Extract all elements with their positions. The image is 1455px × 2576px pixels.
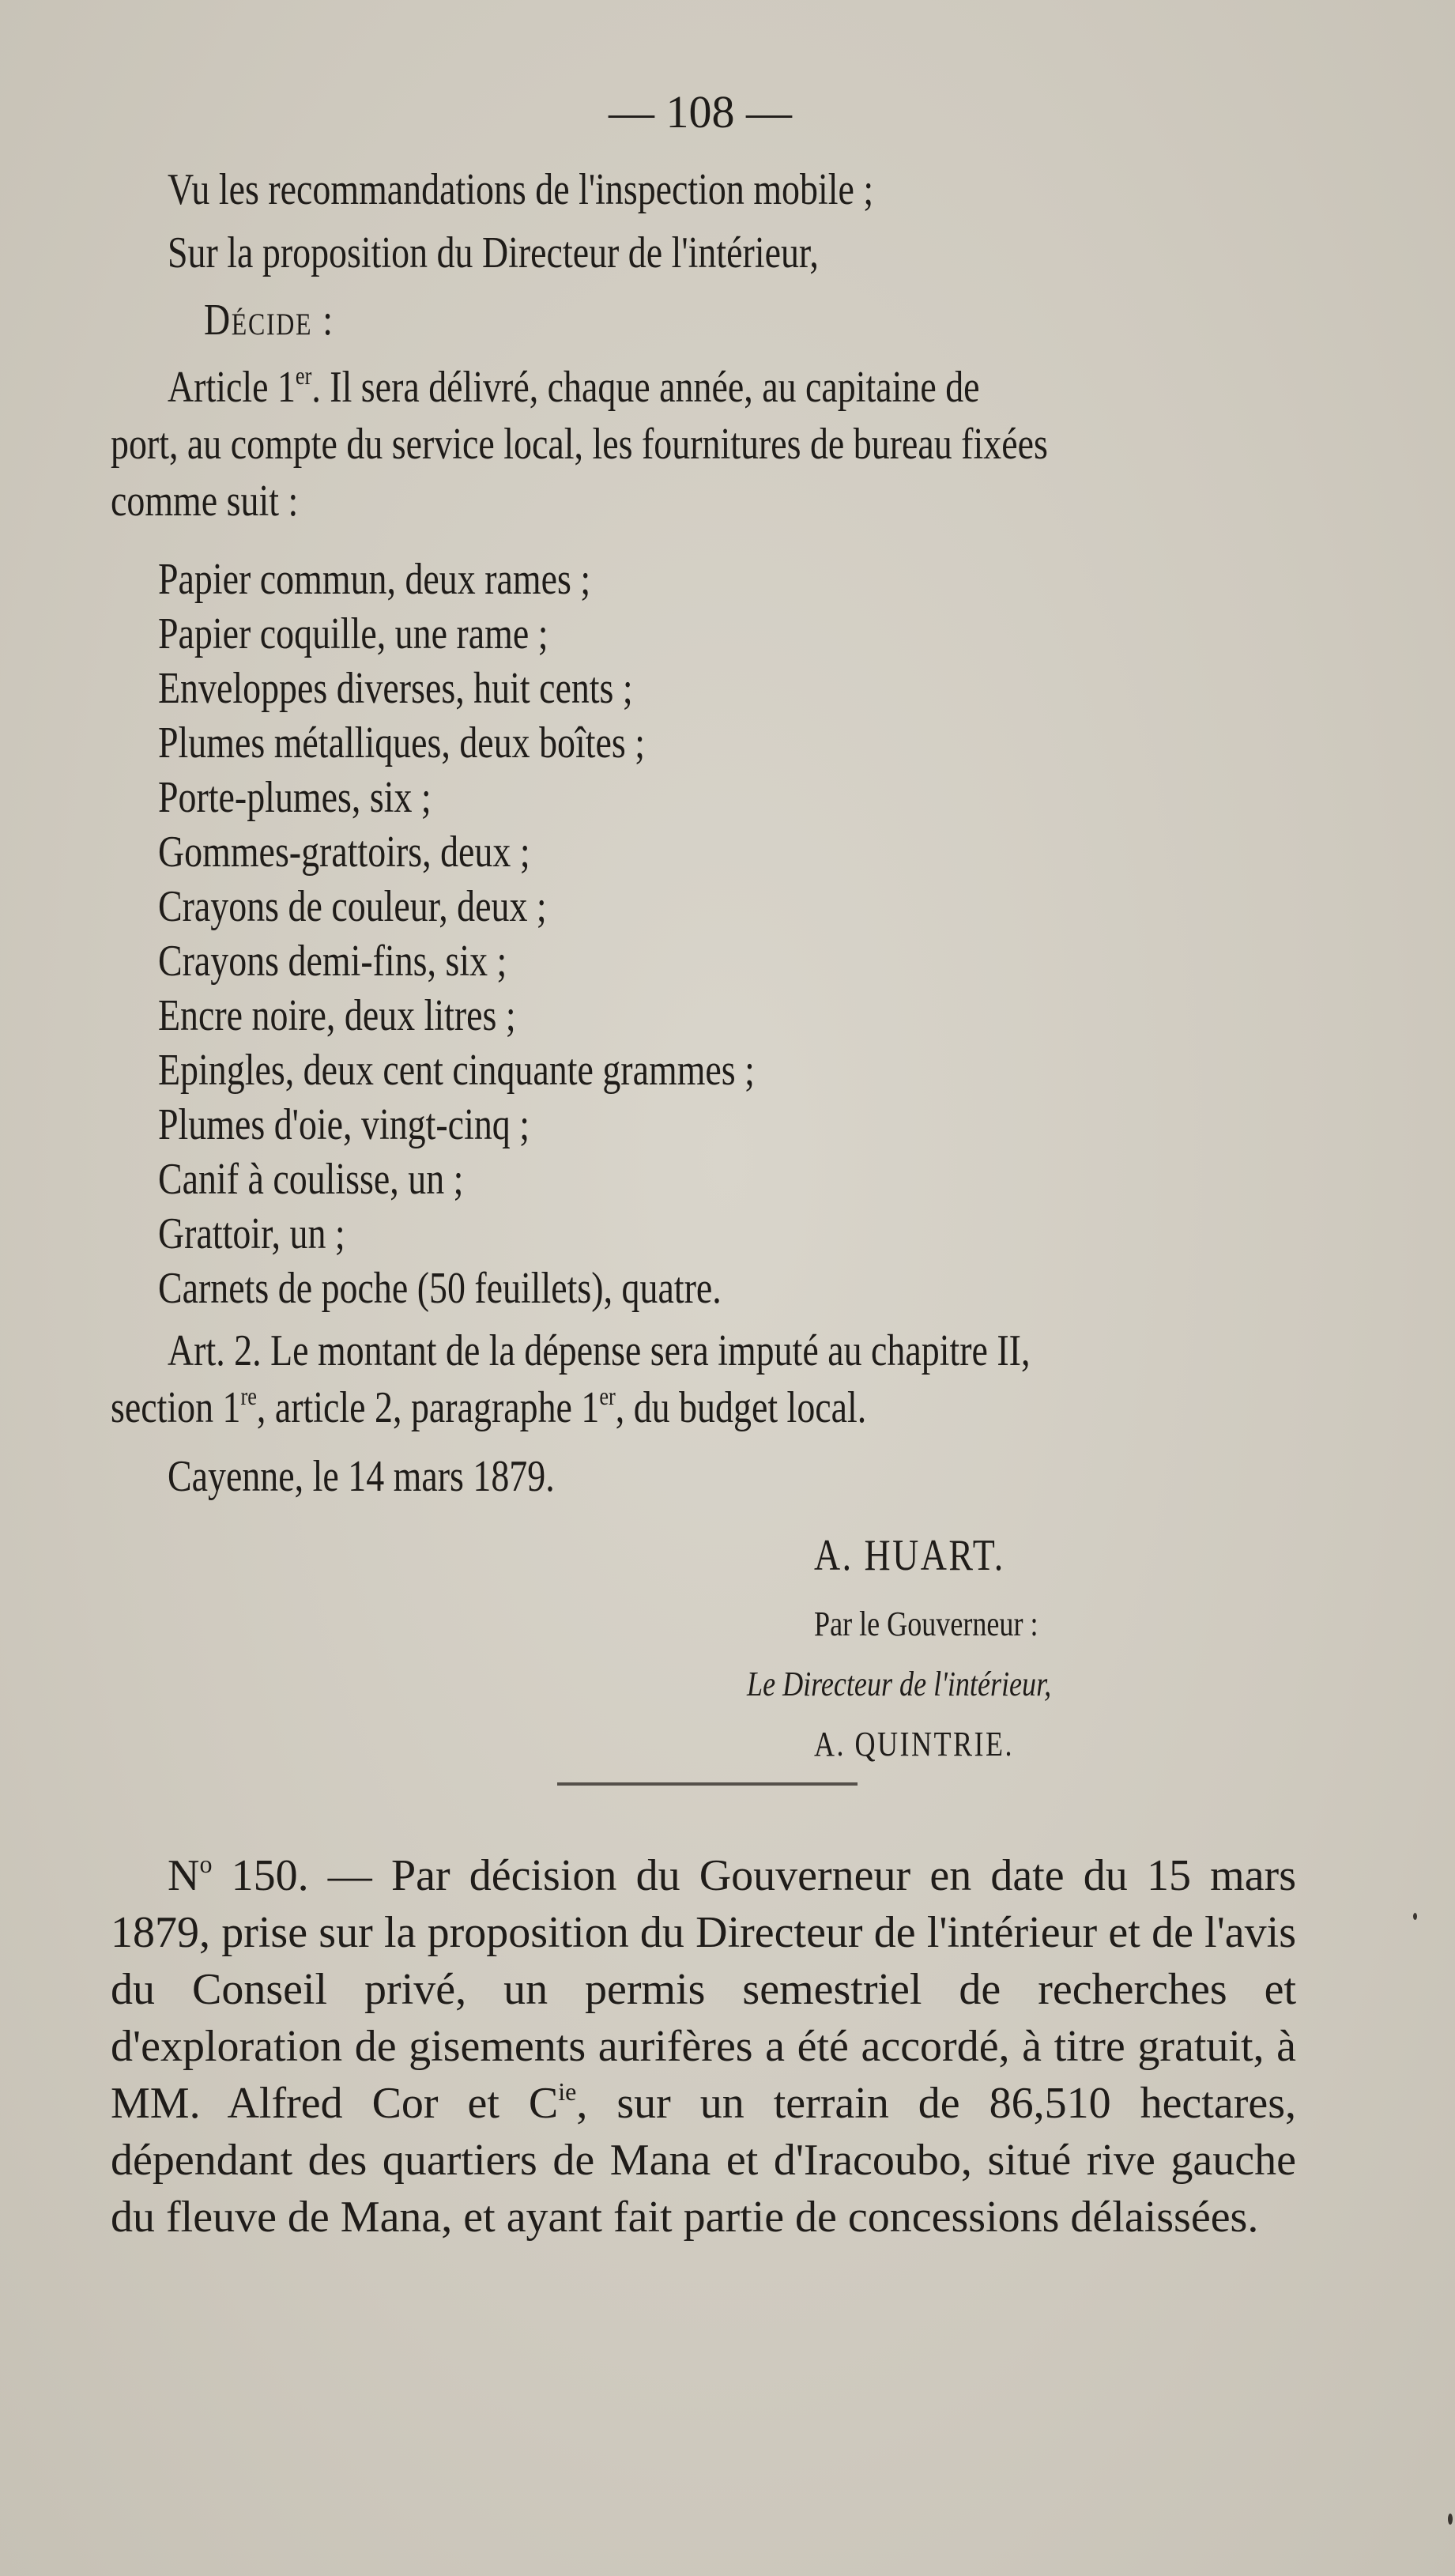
article-2-line-2 [111,1380,866,1435]
supply-item: Porte-plumes, six ; [158,773,432,822]
notice-text-end: , sur un terrain de 86,510 hectares, dépendant des quartiers de Mana et d'Iracoubo, situé rive gauche du fleuve de Mana, et ayant fait partie de concessions délaissées. [111,2079,1297,2242]
paper-speck [1413,1913,1417,1920]
supply-item: Enveloppes diverses, huit cents ; [158,664,633,713]
company-sup: ie [558,2077,577,2106]
supply-item: Encre noire, deux litres ; [158,991,516,1040]
article-2-end: , du budget local. [615,1383,867,1432]
notice-number: N [168,1851,200,1900]
par-le-gouverneur: Par le Gouverneur : [814,1605,1038,1643]
page-number: — 108 — [609,86,792,138]
supply-item: Carnets de poche (50 feuillets), quatre. [158,1264,722,1313]
governor-signature: A. HUART. [814,1531,1005,1580]
supply-item: Crayons demi-fins, six ; [158,937,507,986]
supply-item: Papier coquille, une rame ; [158,609,548,658]
proposition-line: Sur la proposition du Directeur de l'intérieur, [168,228,819,277]
article-2-paragraph: , article 2, paragraphe 1 [256,1383,600,1432]
notice-number-sup: o [199,1850,213,1878]
article-1-head: Article 1 [168,363,296,412]
article-1-line-1 [168,360,980,415]
section-divider [557,1782,858,1786]
supply-item: Plumes d'oie, vingt-cinq ; [158,1100,530,1149]
notice-text-start: — Par décision du Gouverneur en date du 15 mars 1879, prise sur la proposition du Directeur de l'intérieur et de l'avis du Conseil privé, un permis semestriel de recherches et d'exploration de gisements aurifères a été accordé, à titre gratuit, à MM. Alfred Cor et C [111,1851,1297,2128]
article-2-section: section 1 [111,1383,241,1432]
supply-item: Grattoir, un ; [158,1209,345,1258]
article-2-sup-2: er [599,1382,616,1410]
decide-heading: Décide : [204,296,334,345]
article-1-sup: er [295,361,312,390]
supply-item: Canif à coulisse, un ; [158,1155,464,1204]
article-1-line-3: comme suit : [111,477,299,526]
article-1-line-2: port, au compte du service local, les fournitures de bureau fixées [111,420,1048,469]
considerant-line: Vu les recommandations de l'inspection mobile ; [168,165,874,214]
supply-item: Plumes métalliques, deux boîtes ; [158,718,646,768]
director-signature: A. QUINTRIE. [814,1725,1014,1763]
article-2-line-1: Art. 2. Le montant de la dépense sera imputé au chapitre II, [168,1326,1031,1375]
director-title: Le Directeur de l'intérieur, [747,1665,1052,1703]
supply-item: Crayons de couleur, deux ; [158,882,547,931]
supply-item: Epingles, deux cent cinquante grammes ; [158,1046,755,1095]
date-line: Cayenne, le 14 mars 1879. [168,1452,555,1501]
supply-item: Gommes-grattoirs, deux ; [158,828,530,877]
paper-speck [1448,2514,1453,2525]
notice-number-value: 150. [212,1851,309,1900]
article-2-sup-1: re [240,1382,257,1410]
supply-item: Papier commun, deux rames ; [158,555,591,604]
notice-150-paragraph [111,1847,1296,2246]
article-1-rest: . Il sera délivré, chaque année, au capitaine de [311,363,980,412]
